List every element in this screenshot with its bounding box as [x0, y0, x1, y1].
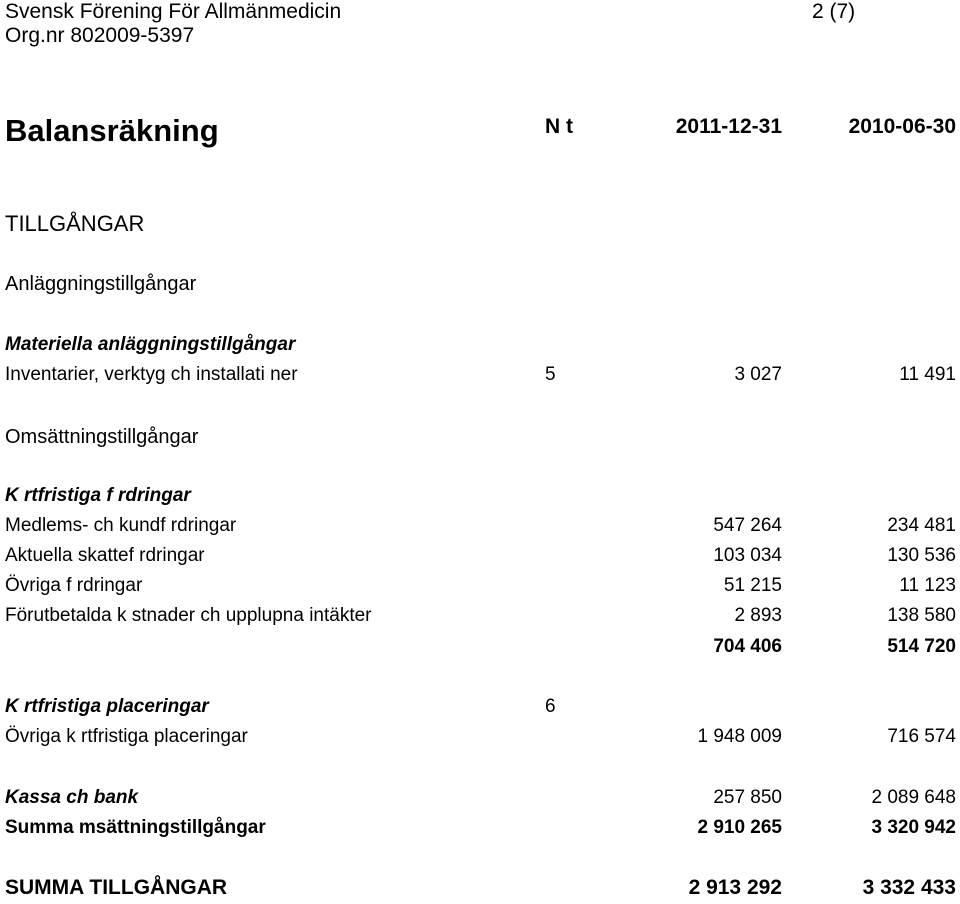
row-value-2011: 547 264 [713, 515, 782, 536]
section-heading-current-assets: Omsättningstillgångar [5, 426, 199, 448]
row-label: Medlems- ch kundf rdringar [5, 515, 237, 536]
section-heading-fixed-assets: Anläggningstillgångar [5, 273, 197, 295]
organization-number: Org.nr 802009-5397 [5, 24, 195, 47]
row-value-2011: 704 406 [713, 636, 782, 657]
row-value-2010: 234 481 [887, 515, 956, 536]
row-value-2010: 138 580 [887, 605, 956, 626]
row-value-2010: 3 332 433 [862, 876, 956, 899]
subheading-tangible-fixed-assets [0, 334, 960, 362]
row-value-2011: 103 034 [713, 545, 782, 566]
table-row-cash-and-bank [0, 787, 960, 815]
table-row-receivables-subtotal [0, 636, 960, 664]
table-row-equipment [0, 364, 960, 392]
row-label: Aktuella skattef rdringar [5, 545, 205, 566]
column-header-note: N t [545, 115, 573, 138]
organization-name: Svensk Förening För Allmänmedicin [5, 0, 342, 23]
row-label: Övriga k rtfristiga placeringar [5, 726, 248, 747]
row-label: Inventarier, verktyg ch installati ner [5, 364, 298, 385]
row-value-2010: 3 320 942 [871, 817, 956, 838]
row-label: Materiella anläggningstillgångar [5, 334, 296, 355]
table-row-prepaid-expenses [0, 605, 960, 633]
row-value-2010: 130 536 [887, 545, 956, 566]
table-row-member-receivables [0, 515, 960, 543]
row-label: Kassa ch bank [5, 787, 139, 808]
row-label: Förutbetalda k stnader ch upplupna intäkter [5, 605, 372, 626]
row-value-2010: 11 123 [899, 575, 956, 596]
row-value-2011: 51 215 [723, 575, 782, 596]
row-note: 6 [545, 696, 556, 717]
row-label: Summa msättningstillgångar [5, 817, 266, 838]
row-note: 5 [545, 364, 556, 385]
row-value-2010: 514 720 [887, 636, 956, 657]
column-header-period-2010: 2010-06-30 [848, 115, 956, 138]
row-label: K rtfristiga placeringar [5, 696, 209, 717]
column-header-period-2011: 2011-12-31 [675, 115, 782, 138]
table-row-other-receivables [0, 575, 960, 603]
row-value-2011: 1 948 009 [697, 726, 782, 747]
row-value-2010: 11 491 [899, 364, 956, 385]
table-row-total-current-assets [0, 817, 960, 845]
page-title: Balansräkning [5, 113, 219, 148]
section-heading-assets: TILLGÅNGAR [5, 211, 145, 236]
row-value-2011: 257 850 [713, 787, 782, 808]
row-value-2011: 2 910 265 [697, 817, 782, 838]
table-row-tax-receivables [0, 545, 960, 573]
row-value-2011: 2 893 [734, 605, 782, 626]
row-value-2011: 2 913 292 [688, 876, 782, 899]
subheading-short-term-receivables [0, 485, 960, 513]
row-value-2010: 2 089 648 [871, 787, 956, 808]
row-label: Övriga f rdringar [5, 575, 143, 596]
row-label: K rtfristiga f rdringar [5, 485, 191, 506]
row-value-2010: 716 574 [887, 726, 956, 747]
subheading-short-term-investments [0, 696, 960, 724]
table-row-other-investments [0, 726, 960, 754]
row-value-2011: 3 027 [734, 364, 782, 385]
page-number: 2 (7) [812, 0, 856, 23]
row-label: SUMMA TILLGÅNGAR [5, 876, 228, 899]
